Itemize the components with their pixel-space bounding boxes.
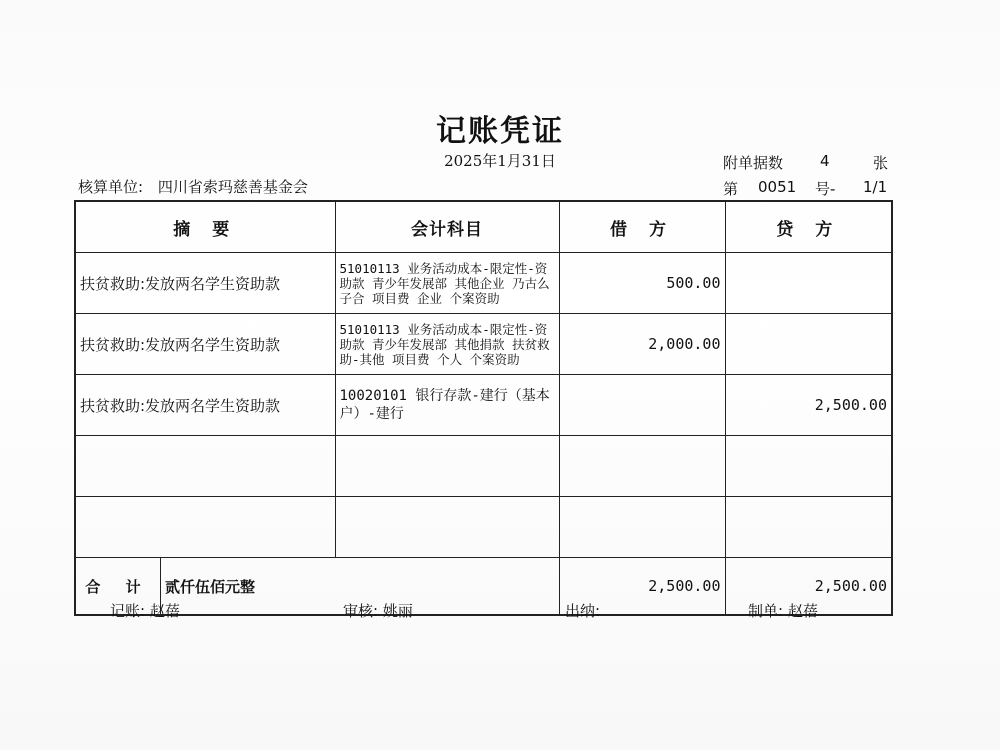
row-credit: 2,500.00 [725,375,892,436]
row-debit [559,436,725,497]
reviewer-signature: 审核: 姚丽 [343,602,413,620]
bookkeeper-signature: 记账: 赵蓓 [110,602,180,620]
header-debit: 借 方 [559,201,725,253]
row-account [335,436,559,497]
row-debit: 2,000.00 [559,314,725,375]
document-title: 记账凭证 [436,114,564,149]
row-summary: 扶贫救助:发放两名学生资助款 [75,314,335,375]
row-account: 10020101 银行存款-建行（基本户）-建行 [335,375,559,436]
total-label: 合 计 [76,558,161,614]
row-account: 51010113 业务活动成本-限定性-资助款 青少年发展部 其他捐款 扶贫救助-其他 项目费 个人 个案资助 [335,314,559,375]
total-debit: 2,500.00 [559,558,725,616]
unit-value: 四川省索玛慈善基金会 [157,178,308,196]
header-summary: 摘 要 [75,201,335,253]
cashier-signature: 出纳: [565,602,601,620]
voucher-date: 2025年1月31日 [444,152,556,170]
row-summary [75,497,335,558]
voucher-suffix: 号- [815,180,836,198]
row-credit [725,314,892,375]
voucher-page: 1/1 [863,178,888,196]
preparer-signature: 制单: 赵蓓 [748,602,818,620]
table-row [75,436,892,497]
header-credit: 贷 方 [725,201,892,253]
row-account [335,497,559,558]
row-debit: 500.00 [559,253,725,314]
total-amount-words: 贰仟伍佰元整 [165,577,256,596]
row-credit [725,497,892,558]
row-credit [725,253,892,314]
row-debit [559,497,725,558]
accounting-unit [78,176,308,197]
attachment-unit: 张 [873,154,889,172]
unit-label: 核算单位: [78,178,144,196]
table-row [75,314,892,375]
voucher-table [74,200,893,616]
attachment-label: 附单据数 [723,154,784,172]
total-credit: 2,500.00 [725,558,892,616]
row-summary: 扶贫救助:发放两名学生资助款 [75,253,335,314]
table-row [75,375,892,436]
voucher-no-value: 0051 [758,178,797,196]
row-credit [725,436,892,497]
voucher-prefix: 第 [723,180,739,198]
row-account: 51010113 业务活动成本-限定性-资助款 青少年发展部 其他企业 乃古么子合 项目费 企业 个案资助 [335,253,559,314]
table-row [75,253,892,314]
table-row [75,497,892,558]
row-debit [559,375,725,436]
row-summary [75,436,335,497]
row-summary: 扶贫救助:发放两名学生资助款 [75,375,335,436]
attachment-number: 4 [820,152,830,170]
header-account: 会计科目 [335,201,559,253]
